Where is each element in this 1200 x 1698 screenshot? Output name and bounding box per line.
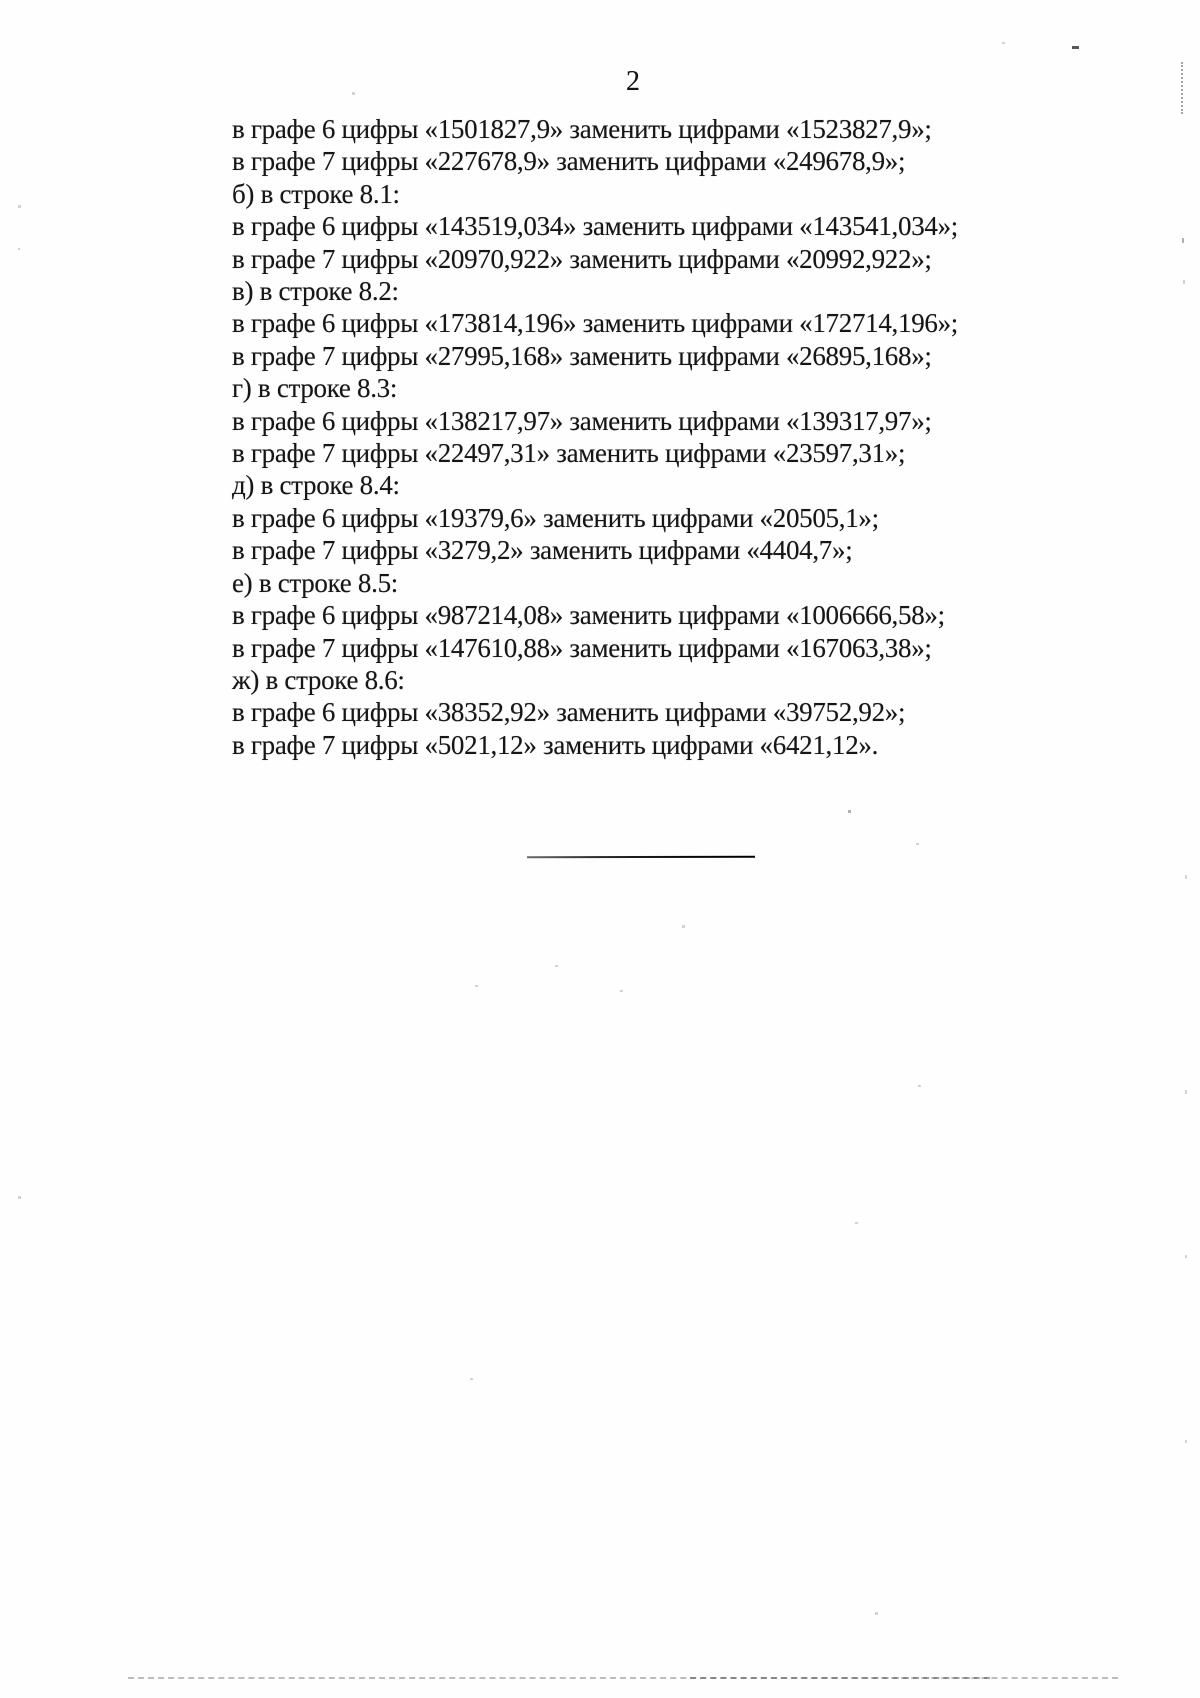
scan-speck (1185, 1255, 1187, 1258)
text-line: в графе 7 цифры «3279,2» заменить цифрами «4404,7»; (232, 535, 853, 566)
scan-speck (1183, 280, 1185, 284)
text-line: в графе 6 цифры «1501827,9» заменить цифрами «1523827,9»; (232, 114, 932, 144)
text-line: в графе 7 цифры «20970,922» заменить цифрами «20992,922»; (232, 243, 932, 274)
scan-artifact-bottom-line (690, 1677, 990, 1679)
text-line: в графе 6 цифры «38352,92» заменить цифрами «39752,92»; (232, 697, 906, 728)
scan-speck (352, 92, 355, 95)
scan-speck (855, 1222, 858, 1224)
text-line-subitem: г) в строке 8.3: (232, 373, 398, 404)
text-line-subitem: в) в строке 8.2: (232, 276, 399, 307)
text-line: в графе 6 цифры «143519,034» заменить цифрами «143541,034»; (232, 211, 959, 242)
text-line: в графе 6 цифры «19379,6» заменить цифрами «20505,1»; (232, 502, 879, 533)
text-line-subitem: ж) в строке 8.6: (232, 664, 405, 695)
text-line-subitem: д) в строке 8.4: (232, 470, 400, 501)
scan-speck (620, 990, 623, 992)
text-line: в графе 6 цифры «173814,196» заменить цифрами «172714,196»; (232, 308, 959, 339)
text-line-subitem: б) в строке 8.1: (232, 178, 400, 209)
scan-speck (916, 843, 919, 845)
scan-speck (682, 925, 685, 928)
scan-speck (1185, 1440, 1187, 1443)
document-body (232, 113, 992, 761)
text-line: в графе 6 цифры «987214,08» заменить цифрами «1006666,58»; (232, 600, 945, 631)
scan-speck (470, 1378, 473, 1380)
scan-speck (555, 965, 558, 967)
scan-speck (1185, 875, 1187, 879)
scan-speck (918, 1085, 921, 1087)
text-line: в графе 7 цифры «27995,168» заменить цифрами «26895,168»; (232, 340, 932, 371)
scan-speck (1182, 238, 1184, 243)
text-line: в графе 6 цифры «138217,97» заменить цифрами «139317,97»; (232, 405, 932, 436)
text-line-subitem: е) в строке 8.5: (232, 567, 398, 598)
scan-artifact-right-edge (1181, 62, 1183, 114)
scan-speck (1185, 1090, 1187, 1094)
scan-speck (875, 1612, 878, 1615)
scan-speck (1002, 42, 1005, 44)
scan-speck (475, 985, 478, 987)
text-line: в графе 7 цифры «227678,9» заменить цифрами «249678,9»; (232, 146, 906, 177)
page-number: 2 (626, 66, 640, 97)
scan-speck (848, 810, 851, 813)
text-line: в графе 7 цифры «147610,88» заменить цифрами «167063,38»; (232, 632, 932, 663)
scan-speck (18, 1196, 21, 1199)
signature-divider-line (527, 856, 755, 859)
text-line: в графе 7 цифры «22497,31» заменить цифрами «23597,31»; (232, 438, 906, 469)
scan-speck (18, 248, 20, 250)
scan-speck (1072, 46, 1079, 49)
scan-speck (18, 205, 21, 208)
text-line: в графе 7 цифры «5021,12» заменить цифрами «6421,12». (232, 729, 879, 760)
